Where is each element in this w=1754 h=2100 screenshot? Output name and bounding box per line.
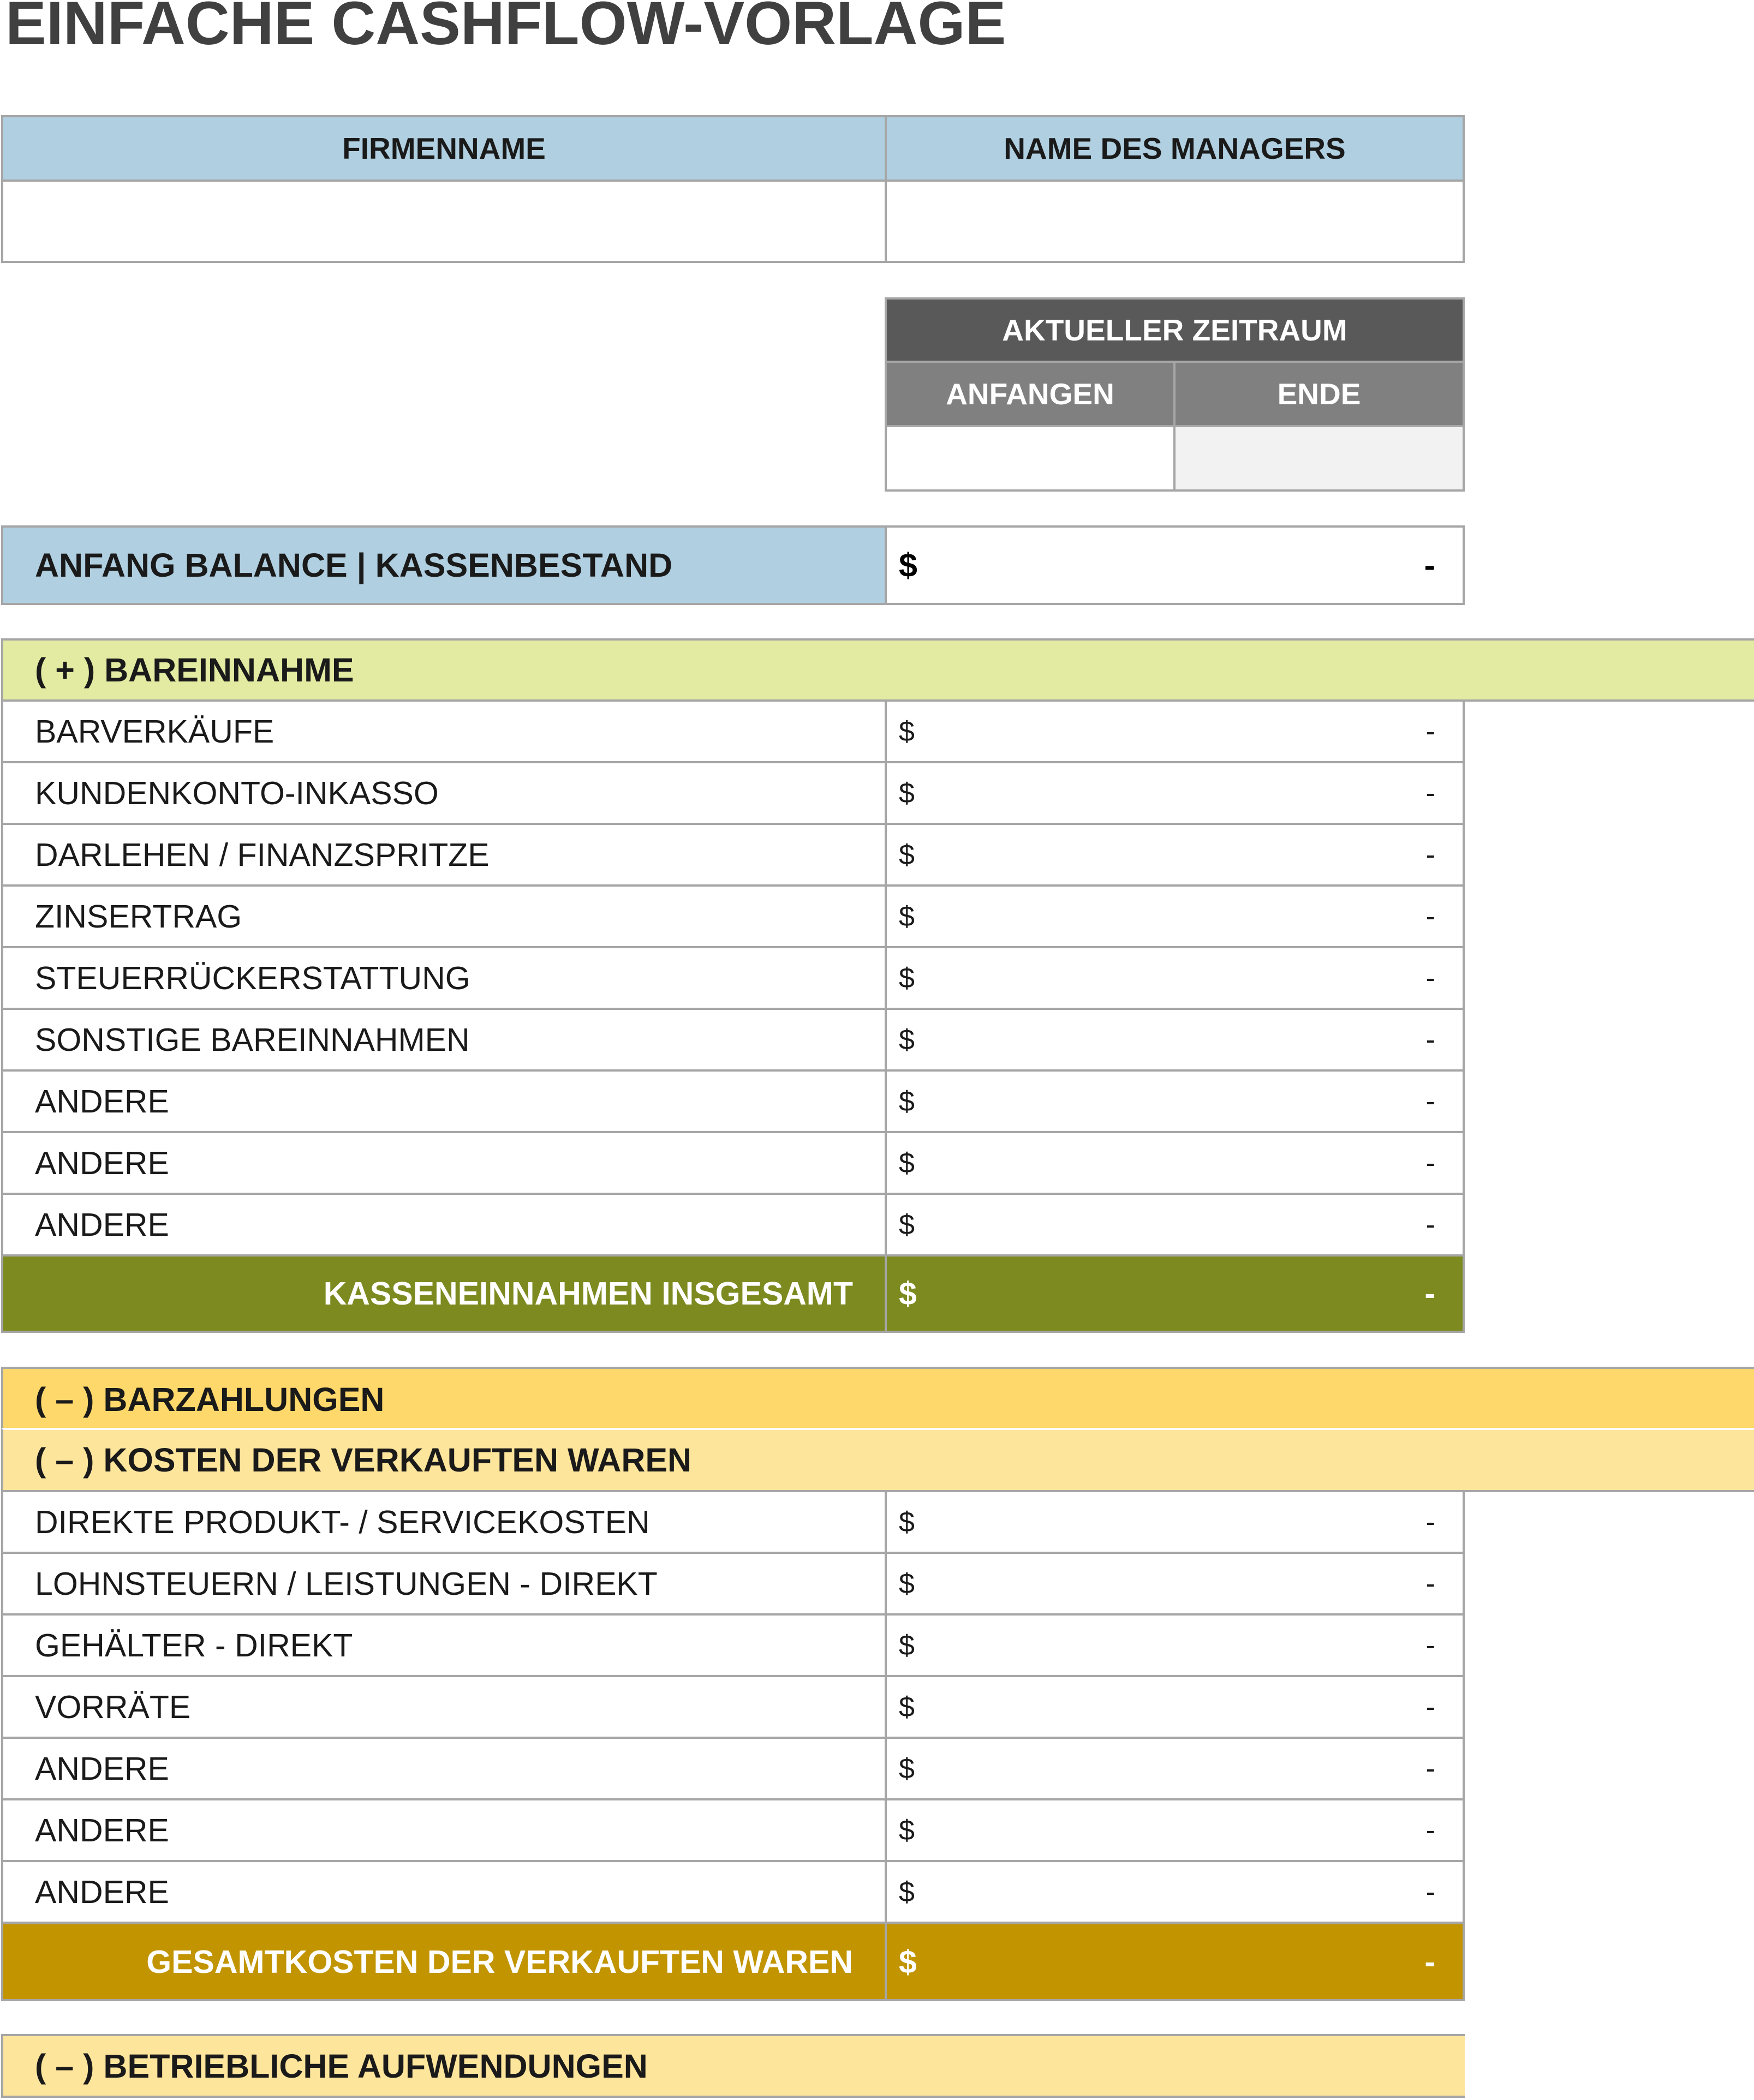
cogs-heading: ( – ) KOSTEN DER VERKAUFTEN WAREN [1,1428,1754,1492]
amount-value: - [1425,1085,1435,1117]
currency-symbol: $ [899,1691,915,1723]
cash-receipts-heading: ( + ) BAREINNAHME [1,638,1754,702]
current-period-header [885,297,1465,363]
cash-payments-heading: ( – ) BARZAHLUNGEN [1,1367,1754,1429]
line-item-label: ZINSERTRAG [1,884,887,948]
currency-symbol: $ [899,1943,917,1980]
currency-symbol: $ [899,1629,915,1661]
line-item-label: STEUERRÜCKERSTATTUNG [1,946,887,1010]
manager-name-header-label: NAME DES MANAGERS [1004,131,1346,165]
opening-balance-value[interactable] [885,525,1465,605]
period-end-label: ENDE [1277,377,1361,411]
line-item-label: KUNDENKONTO-INKASSO [1,761,887,825]
line-item-amount-input[interactable] [885,1490,1465,1554]
company-name-header-label: FIRMENNAME [342,131,546,165]
amount-value: - [1424,1276,1435,1312]
total-receipts-value [885,1254,1465,1333]
line-item-amount-input[interactable] [885,761,1465,825]
currency-symbol: $ [899,1814,915,1846]
line-item-amount-input[interactable] [885,1008,1465,1072]
line-item-label: ANDERE [1,1131,887,1195]
line-item-amount-input[interactable] [885,1552,1465,1616]
line-item-amount-input[interactable] [885,1069,1465,1133]
amount-value: - [1425,1506,1435,1538]
company-name-header [1,115,887,182]
line-item-label: VORRÄTE [1,1675,887,1739]
period-end-input[interactable] [1173,425,1465,492]
currency-symbol: $ [899,715,915,747]
page-title: EINFACHE CASHFLOW-VORLAGE [5,0,1006,57]
line-item-amount-input[interactable] [885,1737,1465,1800]
line-item-label: ANDERE [1,1860,887,1924]
line-item-label: LOHNSTEUERN / LEISTUNGEN - DIREKT [1,1552,887,1616]
period-start-header [885,361,1176,427]
amount-value: - [1425,1814,1435,1846]
line-item-label: ANDERE [1,1798,887,1862]
line-item-label: DIREKTE PRODUKT- / SERVICEKOSTEN [1,1490,887,1554]
line-item-label: ANDERE [1,1193,887,1257]
amount-value: - [1425,715,1435,747]
line-item-amount-input[interactable] [885,1131,1465,1195]
currency-symbol: $ [899,1024,915,1056]
currency-symbol: $ [899,1567,915,1600]
line-item-amount-input[interactable] [885,1798,1465,1862]
currency-symbol: $ [899,1276,917,1312]
currency-symbol: $ [899,900,915,932]
amount-value: - [1425,1752,1435,1785]
currency-symbol: $ [899,1752,915,1785]
period-end-header [1173,361,1465,427]
line-item-amount-input[interactable] [885,1675,1465,1739]
currency-symbol: $ [899,1208,915,1241]
amount-value: - [1425,777,1435,809]
amount-value: - [1425,839,1435,871]
manager-name-header [885,115,1465,182]
currency-symbol: $ [899,547,917,584]
amount-value: - [1425,1629,1435,1661]
amount-value: - [1425,962,1435,994]
line-item-amount-input[interactable] [885,884,1465,948]
operating-expenses-heading: ( – ) BETRIEBLICHE AUFWENDUNGEN [1,2034,1465,2098]
line-item-label: ANDERE [1,1737,887,1800]
amount-value: - [1425,900,1435,932]
amount-value: - [1425,1876,1435,1908]
line-item-amount-input[interactable] [885,1193,1465,1257]
currency-symbol: $ [899,1085,915,1117]
opening-balance-label: ANFANG BALANCE | KASSENBESTAND [1,525,887,605]
amount-value: - [1425,1208,1435,1241]
amount-value: - [1424,547,1435,584]
amount-value: - [1425,1691,1435,1723]
period-start-label: ANFANGEN [946,377,1114,411]
currency-symbol: $ [899,1147,915,1179]
currency-symbol: $ [899,1876,915,1908]
period-start-input[interactable] [885,425,1176,492]
currency-symbol: $ [899,962,915,994]
currency-symbol: $ [899,839,915,871]
total-cogs-label: GESAMTKOSTEN DER VERKAUFTEN WAREN [1,1922,887,2001]
line-item-amount-input[interactable] [885,1860,1465,1924]
currency-symbol: $ [899,777,915,809]
manager-name-input[interactable] [885,180,1465,263]
amount-value: - [1425,1147,1435,1179]
total-cogs-value [885,1922,1465,2001]
line-item-amount-input[interactable] [885,699,1465,763]
amount-value: - [1424,1943,1435,1980]
amount-value: - [1425,1567,1435,1600]
currency-symbol: $ [899,1506,915,1538]
line-item-amount-input[interactable] [885,1613,1465,1677]
amount-value: - [1425,1024,1435,1056]
line-item-amount-input[interactable] [885,946,1465,1010]
line-item-amount-input[interactable] [885,823,1465,887]
line-item-label: BARVERKÄUFE [1,699,887,763]
current-period-title: AKTUELLER ZEITRAUM [1002,313,1347,347]
line-item-label: ANDERE [1,1069,887,1133]
line-item-label: GEHÄLTER - DIREKT [1,1613,887,1677]
line-item-label: DARLEHEN / FINANZSPRITZE [1,823,887,887]
company-name-input[interactable] [1,180,887,263]
line-item-label: SONSTIGE BAREINNAHMEN [1,1008,887,1072]
total-receipts-label: KASSENEINNAHMEN INSGESAMT [1,1254,887,1333]
